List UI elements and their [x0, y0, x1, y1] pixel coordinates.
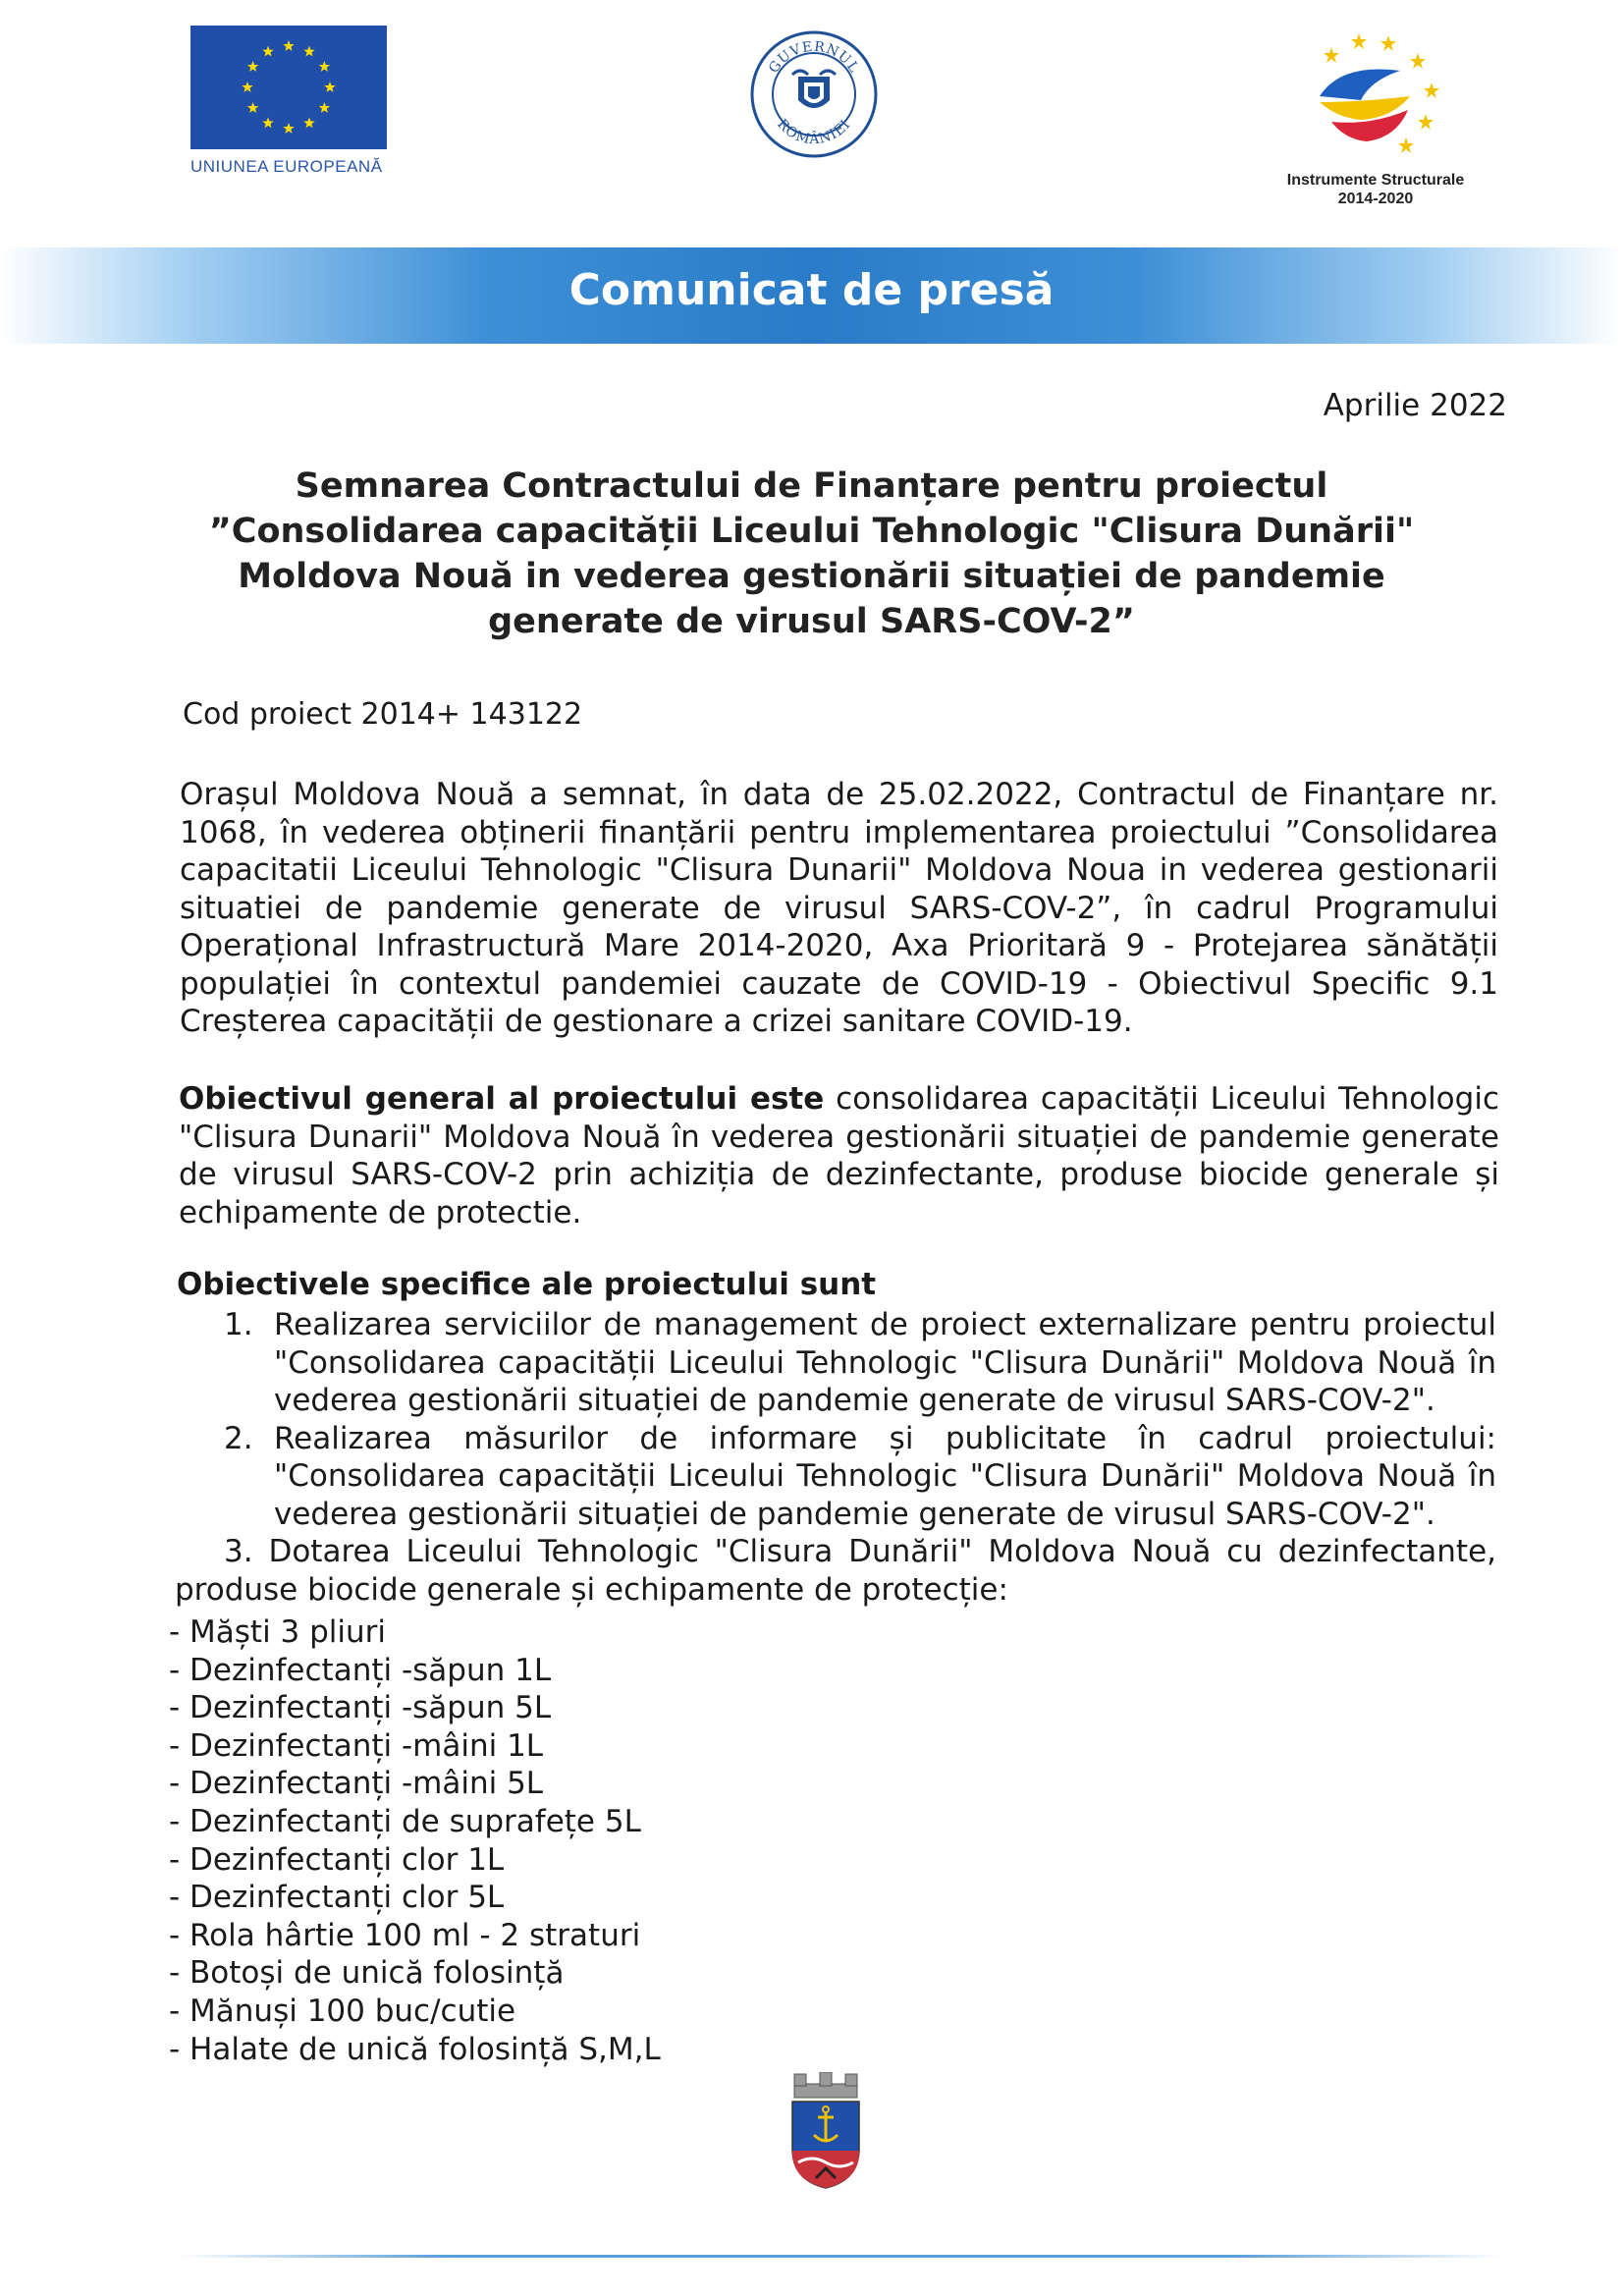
eu-star-icon [303, 117, 314, 128]
eu-logo [190, 26, 387, 177]
general-objective-paragraph [179, 1080, 1499, 1231]
structural-instruments-emblem-icon [1302, 27, 1449, 165]
supply-item: - Dezinfectanți clor 1L [169, 1841, 505, 1878]
general-objective-text: consolidarea capacității Liceului Tehnologic "Clisura Dunarii" Moldova Nouă în vederea gestionării situației de pandemie generate de virusul SARS-COV-2 prin achiziția de dezinfectante, produse biocide generale și echipamente de protectie. [179, 1081, 1499, 1230]
supply-item: - Dezinfectanți -mâini 5L [169, 1766, 544, 1802]
eu-star-icon [242, 82, 252, 92]
supply-item: - Mănuși 100 buc/cutie [169, 1993, 516, 2029]
list-item-number: 3. [224, 1534, 253, 1569]
list-item-text: Realizarea măsurilor de informare și publicitate în cadrul proiectului: "Consolidarea capacității Liceului Tehnologic "Clisura Dunării" Moldova Nouă în vederea gestionării situației de pandemie generate de virusul SARS-COV-2". [274, 1420, 1496, 1532]
moldova-noua-crest-icon [788, 2072, 863, 2190]
headline-line: ”Consolidarea capacității Liceului Tehnologic "Clisura Dunării" [208, 512, 1415, 551]
headline-line: Moldova Nouă in vederea gestionării situației de pandemie [238, 557, 1385, 596]
general-objective-lead: Obiectivul general al proiectului este [179, 1081, 825, 1117]
list-item-text: Dotarea Liceului Tehnologic "Clisura Dunării" Moldova Nouă cu dezinfectante, produse biocide generale și echipamente de protecție: [175, 1534, 1496, 1608]
eu-star-icon [283, 123, 294, 134]
eu-star-icon [262, 46, 273, 57]
list-item [175, 1420, 1496, 1534]
headline-line: Semnarea Contractului de Finanțare pentru proiectul [295, 466, 1328, 506]
list-item [175, 1533, 1496, 1609]
headline-line: generate de virusul SARS-COV-2” [488, 602, 1135, 641]
supply-item: - Dezinfectanți -săpun 1L [169, 1652, 552, 1688]
eu-star-icon [283, 40, 294, 51]
supply-item: - Halate de unică folosință S,M,L [169, 2031, 661, 2067]
supply-item: - Botoși de unică folosință [169, 1955, 565, 1992]
headline [196, 464, 1427, 644]
eu-flag-icon [190, 26, 387, 149]
eu-star-icon [319, 102, 330, 113]
supply-item: - Dezinfectanți de suprafețe 5L [169, 1803, 641, 1839]
gov-seal-top-text: GUVERNUL [766, 38, 863, 77]
supplies-list [169, 1613, 661, 2068]
eu-star-icon [262, 117, 273, 128]
instrumente-structurale-logo [1263, 27, 1488, 208]
list-item-number: 1. [224, 1307, 253, 1342]
supply-item: - Dezinfectanți -mâini 1L [169, 1727, 544, 1764]
release-date: Aprilie 2022 [1323, 388, 1507, 423]
eu-label: UNIUNEA EUROPEANĂ [190, 157, 383, 176]
romanian-government-seal-icon [749, 29, 879, 159]
list-item-text: Realizarea serviciilor de management de proiect externalizare pentru proiectul "Consolidarea capacității Liceului Tehnologic "Clisura Dunării" Moldova Nouă în vederea gestionării situației de pandemie generate de virusul SARS-COV-2". [274, 1307, 1496, 1418]
eu-star-icon [319, 61, 330, 72]
eu-star-icon [247, 61, 258, 72]
footer-divider [177, 2255, 1502, 2258]
press-release-banner [0, 247, 1623, 344]
is-label-line2: 2014-2020 [1337, 191, 1414, 207]
is-label-line1: Instrumente Structurale [1286, 172, 1465, 189]
supply-item: - Rola hârtie 100 ml - 2 straturi [169, 1917, 641, 1953]
supply-item: - Măști 3 pliuri [169, 1614, 387, 1650]
eu-star-icon [247, 102, 258, 113]
project-code: Cod proiect 2014+ 143122 [183, 697, 583, 732]
eu-star-icon [303, 46, 314, 57]
supply-item: - Dezinfectanți clor 5L [169, 1880, 505, 1916]
intro-paragraph: Orașul Moldova Nouă a semnat, în data de 25.02.2022, Contractul de Finanțare nr. 1068, în vederea obținerii finanțării pentru implementarea proiectului ”Consolidarea capacitatii Liceului Tehnologic "Clisura Dunarii" Moldova Noua in vederea gestionarii situatiei de pandemie generate de virusul SARS-COV-2”, în cadrul Programului Operațional Infrastructură Mare 2014-2020, Axa Prioritară 9 - Protejarea sănătății populației în contextul pandemiei cauzate de COVID-19 - Obiectivul Specific 9.1 Creșterea capacității de gestionare a crizei sanitare COVID-19. [180, 777, 1498, 1039]
gov-seal-bottom-text: ROMÂNIEI [774, 116, 854, 148]
instrumente-structurale-label [1263, 171, 1488, 208]
supply-item: - Dezinfectanți -săpun 5L [169, 1690, 552, 1726]
specific-objectives-title: Obiectivele specifice ale proiectului sunt [177, 1267, 877, 1302]
list-item-number: 2. [224, 1420, 253, 1456]
eu-star-icon [324, 82, 335, 92]
specific-objectives-list [175, 1306, 1496, 1609]
banner-title: Comunicat de presă [568, 265, 1055, 315]
list-item [175, 1306, 1496, 1420]
